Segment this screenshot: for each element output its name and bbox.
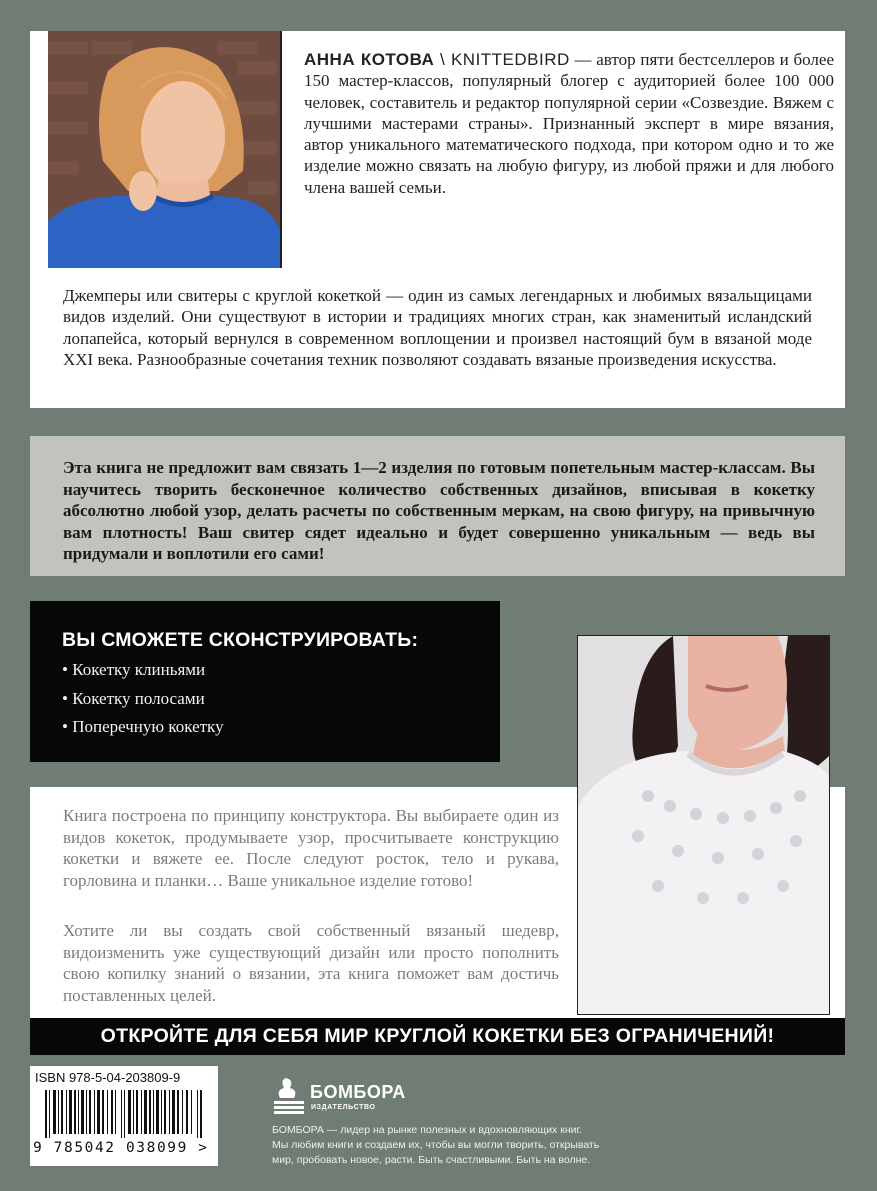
- author-bio-text: — автор пяти бестселлеров и более 150 мастер-классов, популярный блогер с аудиторией более 100 000 человек, составитель и редактор популярной серии «Созвездие. Вяжем с лучшими мастерами страны». Признанный эксперт в мире вязания, автор уникального математического подхода, при котором одно и то же изделие можно связать на любую фигуру, из любой пряжи и для любого члена вашей семьи.: [304, 50, 835, 197]
- construct-item: • Кокетку клиньями: [62, 660, 206, 679]
- author-bio: [304, 49, 834, 198]
- barcode: [45, 1090, 205, 1138]
- promo-text: Эта книга не предложит вам связать 1—2 изделия по готовым попетельным мастер-классам. Вы научитесь творить бесконечное количество собственных дизайнов, вписывая в кокетку абсолютно любой узор, делать расчеты по собственным меркам, на свою фигуру, на привычную вам плотность! Ваш свитер сядет идеально и будет совершенно уникальным — ведь вы придумали и воплотили его сами!: [63, 458, 815, 564]
- construct-item: • Кокетку полосами: [62, 689, 205, 708]
- isbn-label: ISBN 978-5-04-203809-9: [35, 1070, 181, 1085]
- sweater-photo: [577, 635, 830, 1015]
- publisher-name: БОМБОРА: [310, 1082, 406, 1102]
- constructor-paragraph-1: Книга построена по принципу конструктора. Вы выбираете один из видов кокеток, продумываете узор, просчитываете конструкцию кокетки и вяжете ее. После следуют росток, тело и рукава, горловина и планки… Ваше уникальное изделие готово!: [63, 806, 559, 890]
- publisher-tagline-line: БОМБОРА — лидер на рынке полезных и вдохновляющих книг.: [272, 1124, 582, 1136]
- intro-text: Джемперы или свитеры с круглой кокеткой — один из самых легендарных и любимых вязальщицами видов изделий. Они существуют в истории и традициях многих стран, как знаменитый исландский лопапейса, который вернулся в современном воплощении и произвел настоящий бум в вязаной моде XXI века. Разнообразные сочетания техник позволяют создавать вязаные произведения искусства.: [63, 286, 812, 370]
- author-name: АННА КОТОВА: [304, 50, 435, 69]
- construct-item: • Поперечную кокетку: [62, 717, 224, 736]
- slogan-banner: ОТКРОЙТЕ ДЛЯ СЕБЯ МИР КРУГЛОЙ КОКЕТКИ БЕЗ ОГРАНИЧЕНИЙ!: [30, 1018, 845, 1055]
- publisher-tagline-line: Мы любим книги и создаем их, чтобы вы могли творить, открывать: [272, 1139, 600, 1151]
- author-separator: \: [434, 50, 451, 69]
- author-photo: [48, 31, 282, 271]
- publisher-subtitle: ИЗДАТЕЛЬСТВО: [311, 1104, 376, 1111]
- bombora-logo-icon: [272, 1076, 306, 1114]
- isbn-digits: 9 785042 038099 >: [33, 1140, 209, 1156]
- constructor-paragraph-2: Хотите ли вы создать свой собственный вязаный шедевр, видоизменить уже существующий дизайн или просто пополнить свою копилку знаний о вязании, эта книга поможет вам достичь поставленных целей.: [63, 921, 559, 1005]
- construct-panel: [30, 601, 500, 762]
- author-handle: KNITTEDBIRD: [450, 50, 570, 69]
- publisher-tagline-line: мир, пробовать новое, расти. Быть счастливыми. Быть на волне.: [272, 1154, 591, 1166]
- construct-title: ВЫ СМОЖЕТЕ СКОНСТРУИРОВАТЬ:: [62, 629, 419, 651]
